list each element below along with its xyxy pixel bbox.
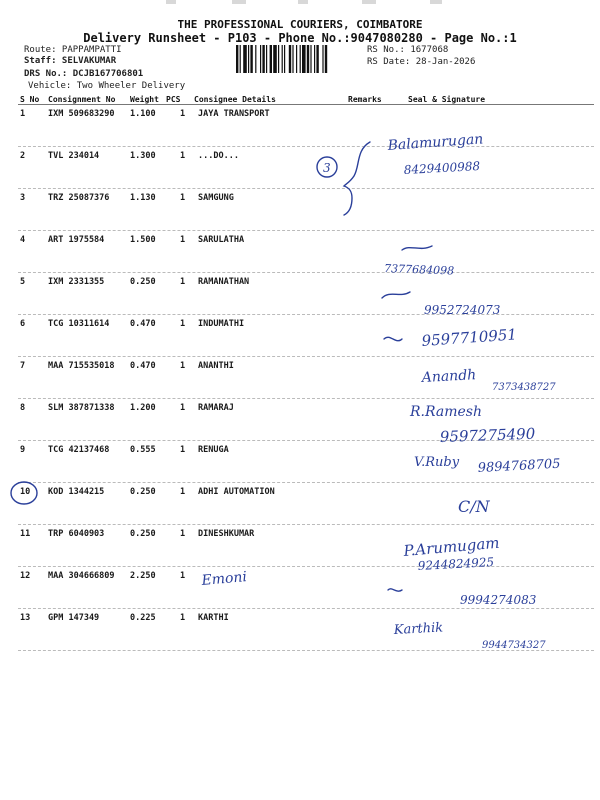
- row-7-consignee: ANANTHI: [198, 361, 234, 371]
- row-11-consignee: DINESHKUMAR: [198, 529, 255, 539]
- row-1-pcs: 1: [180, 109, 186, 119]
- row-3-consignment: TRZ 25087376: [48, 193, 110, 203]
- row10-status: C/N: [458, 497, 490, 516]
- col-weight: Weight: [130, 95, 159, 104]
- route-label: Route: PAPPAMPATTI: [24, 45, 122, 55]
- row-12-weight: 2.250: [130, 571, 156, 581]
- row-3-pcs: 1: [180, 193, 186, 203]
- row-1-consignment: IXM 509683290: [48, 109, 115, 119]
- brace-mark: [344, 142, 370, 215]
- row-12-pcs: 1: [180, 571, 186, 581]
- row-4-pcs: 1: [180, 235, 186, 245]
- row-7-pcs: 1: [180, 361, 186, 371]
- row-6-sno: 6: [20, 319, 26, 329]
- row-8-sno: 8: [20, 403, 26, 413]
- row-6-consignment: TCG 10311614: [48, 319, 110, 329]
- col-pcs: PCS: [166, 95, 181, 104]
- row6-phone: 9597710951: [421, 325, 518, 350]
- row-10-consignment: KOD 1344215: [48, 487, 105, 497]
- row13-phone: 9944734327: [482, 640, 546, 651]
- company-title: THE PROFESSIONAL COURIERS, COIMBATORE: [177, 18, 423, 31]
- row-5-consignee: RAMANATHAN: [198, 277, 250, 287]
- row-9-pcs: 1: [180, 445, 186, 455]
- row9-phone: 9894768705: [477, 456, 561, 476]
- row12-phone: 9994274083: [460, 593, 537, 607]
- row12-consignee: Emoni: [200, 569, 248, 589]
- rs-date: RS Date: 28-Jan-2026: [367, 57, 476, 67]
- col-consignee: Consignee Details: [194, 95, 276, 104]
- col-seal-signature: Seal & Signature: [408, 95, 486, 104]
- row-6-weight: 0.470: [130, 319, 156, 329]
- row-2-sno: 2: [20, 151, 26, 161]
- row5-phone: 9952724073: [424, 303, 501, 317]
- row1-phone: 8429400988: [403, 159, 481, 177]
- row8-name: R.Ramesh: [410, 404, 482, 420]
- row-10-consignee: ADHI AUTOMATION: [198, 487, 275, 497]
- row-13-weight: 0.225: [130, 613, 156, 623]
- row-7-sno: 7: [20, 361, 26, 371]
- circle-mark-row10: [11, 482, 37, 504]
- row-8-consignment: SLM 387871338: [48, 403, 115, 413]
- row-10-pcs: 1: [180, 487, 186, 497]
- row-2-consignment: TVL 234014: [48, 151, 100, 161]
- row-9-weight: 0.555: [130, 445, 156, 455]
- row-4-weight: 1.500: [130, 235, 156, 245]
- col-remarks: Remarks: [348, 95, 382, 104]
- row7-phone: 7373438727: [492, 382, 556, 393]
- row-11-consignment: TRP 6040903: [48, 529, 105, 539]
- row11-name: P.Arumugam: [402, 533, 501, 560]
- row-1-consignee: JAYA TRANSPORT: [198, 109, 270, 119]
- row-10-weight: 0.250: [130, 487, 156, 497]
- row-3-consignee: SAMGUNG: [198, 193, 234, 203]
- row8-phone: 9597275490: [439, 424, 536, 446]
- row-1-weight: 1.100: [130, 109, 156, 119]
- row-12-sno: 12: [20, 571, 31, 581]
- row-13-sno: 13: [20, 613, 31, 623]
- row-4-sno: 4: [20, 235, 26, 245]
- rs-number: RS No.: 1677068: [367, 45, 449, 55]
- row-8-pcs: 1: [180, 403, 186, 413]
- runsheet-subtitle: Delivery Runsheet - P103 - Phone No.:9047080280 - Page No.:1: [83, 31, 517, 45]
- row7-name: Anandh: [421, 367, 477, 386]
- row-6-consignee: INDUMATHI: [198, 319, 245, 329]
- row13-name: Karthik: [393, 620, 444, 638]
- row11-phone: 9244824925: [417, 555, 495, 573]
- row-5-weight: 0.250: [130, 277, 156, 287]
- count-number: 3: [323, 161, 331, 175]
- row-9-consignee: RENUGA: [198, 445, 229, 455]
- row-4-consignment: ART 1975584: [48, 235, 105, 245]
- row-12-consignment: MAA 304666809: [48, 571, 115, 581]
- row-1-sno: 1: [20, 109, 26, 119]
- vehicle-label: Vehicle: Two Wheeler Delivery: [28, 81, 186, 91]
- row-8-weight: 1.200: [130, 403, 156, 413]
- row-5-consignment: IXM 2331355: [48, 277, 105, 287]
- col-sno: S No: [20, 95, 40, 104]
- row9-name: V.Ruby: [414, 455, 460, 470]
- row-9-consignment: TCG 42137468: [48, 445, 110, 455]
- row-13-pcs: 1: [180, 613, 186, 623]
- row1-signature: Balamurugan: [387, 131, 484, 154]
- row-6-pcs: 1: [180, 319, 186, 329]
- col-consignment: Consignment No: [48, 95, 116, 104]
- row-8-consignee: RAMARAJ: [198, 403, 234, 413]
- row-2-pcs: 1: [180, 151, 186, 161]
- row-10-sno: 10: [20, 487, 31, 497]
- row-11-sno: 11: [20, 529, 31, 539]
- row-2-consignee: ...DO...: [198, 151, 239, 161]
- row-3-sno: 3: [20, 193, 26, 203]
- row-9-sno: 9: [20, 445, 26, 455]
- row-5-sno: 5: [20, 277, 26, 287]
- row-11-weight: 0.250: [130, 529, 156, 539]
- row-3-weight: 1.130: [130, 193, 156, 203]
- row-2-weight: 1.300: [130, 151, 156, 161]
- drs-number: DRS No.: DCJB167706801: [24, 69, 144, 79]
- staff-label: Staff: SELVAKUMAR: [24, 56, 117, 66]
- row-11-pcs: 1: [180, 529, 186, 539]
- row-4-consignee: SARULATHA: [198, 235, 245, 245]
- row-7-weight: 0.470: [130, 361, 156, 371]
- row-13-consignment: GPM 147349: [48, 613, 100, 623]
- row4-phone: 7377684098: [383, 262, 455, 278]
- row-5-pcs: 1: [180, 277, 186, 287]
- row-13-consignee: KARTHI: [198, 613, 229, 623]
- row-7-consignment: MAA 715535018: [48, 361, 115, 371]
